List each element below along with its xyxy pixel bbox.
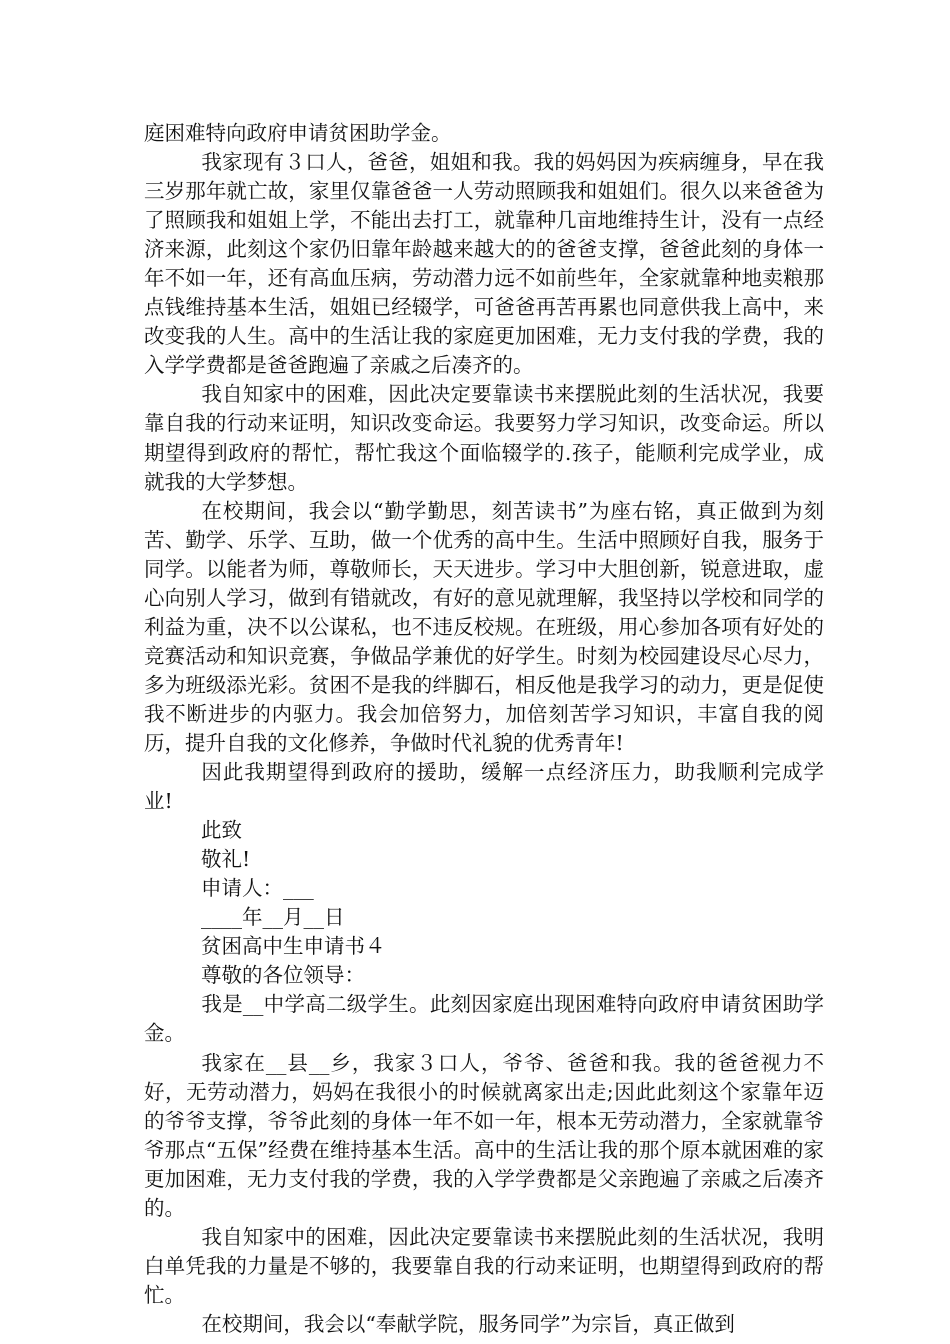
paragraph-request: 因此我期望得到政府的援助，缓解一点经济压力，助我顺利完成学业!: [144, 760, 824, 814]
paragraph-continuation: 庭困难特向政府申请贫困助学金。: [144, 121, 452, 145]
applicant-signature-line: 申请人：___: [201, 876, 314, 901]
paragraph-family-situation: 我家现有３口人，爸爸，姐姐和我。我的妈妈因为疾病缠身，早在我三岁那年就亡故，家里仅靠爸爸一人劳动照顾我和姐姐们。很久以来爸爸为了照顾我和姐姐上学，不能出去打工，就靠种几亩地维持生计，没有一点经济来源，此刻这个家仍旧靠年龄越来越大的的爸爸支撑，爸爸此刻的身体一年不如一年，还有高血压病，劳动潜力远不如前些年，全家就靠种地卖粮那点钱维持基本生活，姐姐已经辍学，可爸爸再苦再累也同意供我上高中，来改变我的人生。高中的生活让我的家庭更加困难，无力支付我的学费，我的入学学费都是爸爸跑遍了亲戚之后凑齐的。: [144, 150, 824, 378]
paragraph-introduction: 我是__中学高二级学生。此刻因家庭出现困难特向政府申请贫困助学金。: [144, 992, 824, 1046]
section-title: 贫困高中生申请书４: [201, 934, 386, 959]
paragraph-school-commitment: 在校期间，我会以“勤学勤思，刻苦读书”为座右铭，真正做到为刻苦、勤学、乐学、互助，做一个优秀的高中生。生活中照顾好自我，服务于同学。以能者为师，尊敬师长，天天进步。学习中大胆创新，锐意进取，虚心向别人学习，做到有错就改，有好的意见就理解，我坚持以学校和同学的利益为重，决不以公谋私，也不违反校规。在班级，用心参加各项有好处的竞赛活动和知识竞赛，争做品学兼优的好学生。时刻为校园建设尽心尽力，多为班级添光彩。贫困不是我的绊脚石，相反他是我学习的动力，更是促使我不断进步的内驱力。我会加倍努力，加倍刻苦学习知识，丰富自我的阅历，提升自我的文化修养，争做时代礼貌的优秀青年!: [144, 498, 824, 755]
closing-regards: 敬礼!: [201, 847, 251, 872]
paragraph-motivation: 我自知家中的困难，因此决定要靠读书来摆脱此刻的生活状况，我要靠自我的行动来证明，知识改变命运。我要努力学习知识，改变命运。所以期望得到政府的帮忙，帮忙我这个面临辍学的.孩子，能顺利完成学业，成就我的大学梦想。: [144, 382, 824, 494]
greeting: 尊敬的各位领导：: [201, 963, 365, 988]
date-line: ____年__月__日: [201, 905, 345, 930]
closing-salutation: 此致: [201, 818, 242, 843]
paragraph-motivation-2: 我自知家中的困难，因此决定要靠读书来摆脱此刻的生活状况，我明白单凭我的力量是不够的，我要靠自我的行动来证明，也期望得到政府的帮忙。: [144, 1224, 824, 1307]
paragraph-school-commitment-2: 在校期间，我会以“奉献学院，服务同学”为宗旨，真正做到: [201, 1311, 735, 1336]
paragraph-family-situation-2: 我家在__县__乡，我家３口人，爷爷、爸爸和我。我的爸爸视力不好，无劳动潜力，妈妈在我很小的时候就离家出走;因此此刻这个家靠年迈的爷爷支撑，爷爷此刻的身体一年不如一年，根本无劳动潜力，全家就靠爷爷那点“五保”经费在维持基本生活。高中的生活让我的那个原本就困难的家更加困难，无力支付我的学费，我的入学学费都是父亲跑遍了亲戚之后凑齐的。: [144, 1050, 824, 1220]
document-body: [144, 119, 824, 1339]
